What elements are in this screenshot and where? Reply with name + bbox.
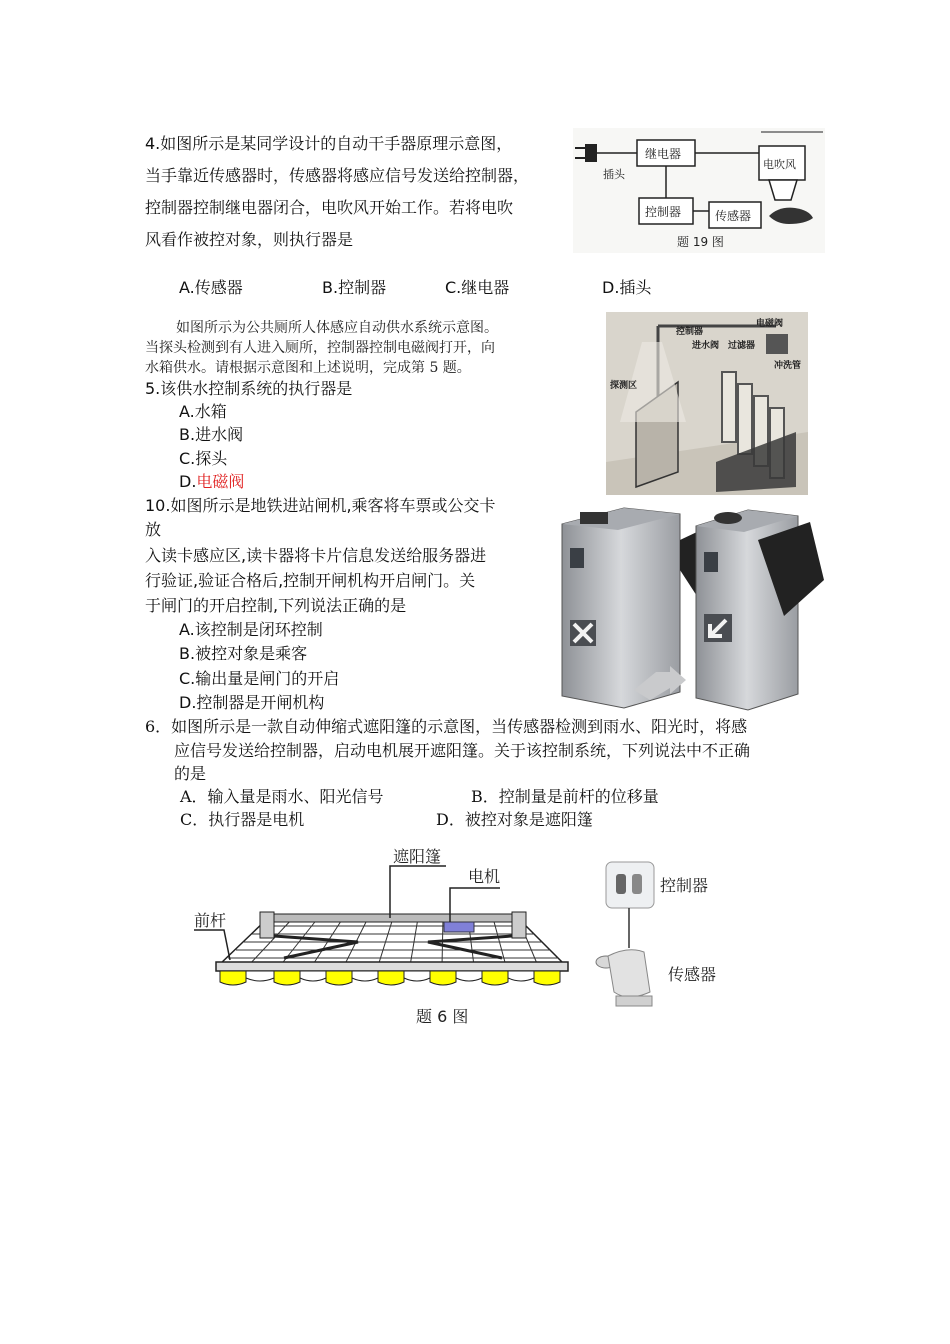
q5-option-a: A.水箱 — [179, 402, 227, 421]
q4-line: 风看作被控对象，则执行器是 — [145, 230, 354, 249]
gate-right — [696, 510, 824, 710]
q4-line: 4.如图所示是某同学设计的自动干手器原理示意图， — [145, 134, 513, 153]
hairdryer-label: 电吹风 — [763, 158, 796, 171]
q10-line: 10.如图所示是地铁进站闸机,乘客将车票或公交卡 — [145, 496, 496, 515]
q6-figure-awning — [188, 842, 728, 1032]
q6-option-a: A．输入量是雨水、阳光信号 — [180, 787, 384, 806]
flush-pipe-label: 冲洗管 — [774, 361, 802, 371]
relay-label: 继电器 — [645, 147, 682, 161]
q6-option-b: B．控制量是前杆的位移量 — [471, 787, 659, 806]
q10-option-a: A.该控制是闭环控制 — [179, 620, 323, 639]
q4-option-d: D.插头 — [602, 278, 652, 297]
water-tank-icon — [766, 334, 788, 354]
q10-figure-subway-gates — [558, 500, 828, 712]
plug-label: 插头 — [603, 168, 625, 181]
awning-canopy — [216, 912, 568, 985]
sensor-device-icon — [596, 950, 652, 1006]
q6-option-d: D．被控对象是遮阳篷 — [436, 810, 593, 829]
q6-line: 6．如图所示是一款自动伸缩式遮阳篷的示意图，当传感器检测到雨水、阳光时，将感 — [145, 717, 748, 736]
sensor-label: 传感器 — [715, 209, 752, 223]
q10-line: 入读卡感应区,读卡器将卡片信息发送给服务器进 — [145, 546, 487, 565]
q5-option-d-prefix: D. — [179, 472, 197, 491]
q10-option-d: D.控制器是开闸机构 — [179, 693, 325, 712]
controller-device-icon — [606, 862, 654, 908]
q10-line: 行验证,验证合格后,控制开闸机构开启闸门。关 — [145, 571, 476, 590]
q5-intro-line: 水箱供水。请根据示意图和上述说明，完成第 5 题。 — [145, 360, 471, 376]
q5-intro-line: 当探头检测到有人进入厕所，控制器控制电磁阀打开，向 — [145, 340, 495, 356]
plug-icon — [575, 144, 637, 162]
q4-line: 当手靠近传感器时，传感器将感应信号发送给控制器， — [145, 166, 530, 185]
probe-label: 探测区 — [610, 381, 638, 391]
solenoid-label: 电磁阀 — [756, 319, 784, 329]
q5-question: 5.该供水控制系统的执行器是 — [145, 379, 353, 398]
q6-option-c: C．执行器是电机 — [180, 810, 305, 829]
sensor-label: 传感器 — [668, 965, 717, 984]
q4-option-a: A.传感器 — [179, 278, 243, 297]
controller-label: 控制器 — [645, 205, 682, 219]
card-reader-icon — [714, 512, 742, 524]
q5-intro-line: 如图所示为公共厕所人体感应自动供水系统示意图。 — [176, 320, 498, 336]
q5-option-b: B.进水阀 — [179, 425, 244, 444]
q5-answer-highlight: 电磁阀 — [196, 472, 245, 491]
q4-figure-caption: 题 19 图 — [677, 235, 724, 249]
q10-option-c: C.输出量是闸门的开启 — [179, 669, 340, 688]
controller-label: 控制器 — [676, 327, 704, 337]
q10-option-b: B.被控对象是乘客 — [179, 644, 308, 663]
hand-icon — [769, 208, 813, 224]
motor-label: 电机 — [468, 867, 501, 886]
q5-figure-water-supply — [606, 312, 808, 495]
q4-figure-hand-dryer — [573, 128, 825, 253]
q10-line: 于闸门的开启控制,下列说法正确的是 — [145, 596, 407, 615]
indicator-panel-icon — [704, 552, 718, 572]
gate-left — [562, 508, 718, 708]
q6-line: 的是 — [174, 764, 207, 783]
front-bar-label: 前杆 — [194, 911, 227, 930]
q6-figure-caption: 题 6 图 — [416, 1007, 469, 1026]
inlet-valve-label: 进水阀 — [692, 341, 720, 351]
filter-label: 过滤器 — [728, 341, 756, 351]
q4-option-c: C.继电器 — [445, 278, 510, 297]
q5-option-d — [179, 471, 244, 493]
controller-label: 控制器 — [660, 876, 709, 895]
q4-option-b: B.控制器 — [322, 278, 387, 297]
q5-option-c: C.探头 — [179, 449, 228, 468]
dryer-nozzle-icon — [769, 180, 797, 200]
awning-label: 遮阳篷 — [393, 847, 442, 866]
motor-icon — [444, 922, 474, 932]
q10-line: 放 — [145, 520, 162, 539]
indicator-panel-icon — [570, 548, 584, 568]
q4-line: 控制器控制继电器闭合，电吹风开始工作。若将电吹 — [145, 198, 514, 217]
q6-line: 应信号发送给控制器，启动电机展开遮阳篷。关于该控制系统，下列说法中不正确 — [174, 741, 751, 760]
front-bar — [216, 962, 568, 971]
card-reader-icon — [580, 512, 608, 524]
